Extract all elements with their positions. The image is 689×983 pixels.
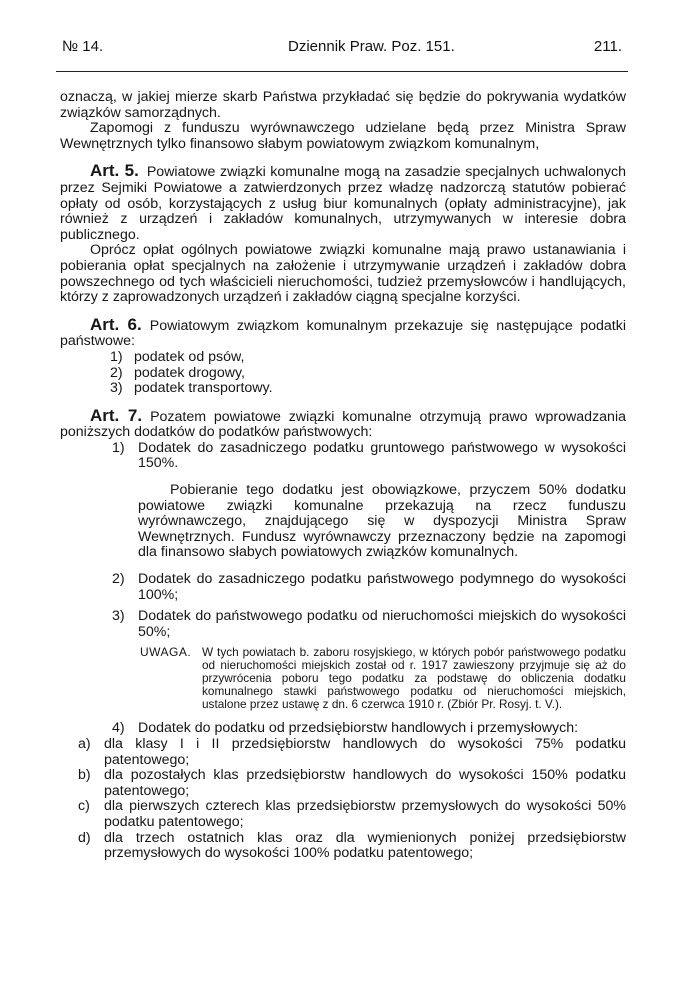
journal-title: Dziennik Praw. Poz. 151. <box>288 38 455 55</box>
document-body <box>60 90 626 862</box>
article-label: Art. 5. <box>90 161 139 181</box>
item-note: Pobieranie tego dodatku jest obowiązkowe, przyczem 50% dodatku powiatowe związki komunalne przekazują na rzecz funduszu wyrównawczego, znajdującego się w dyspozycji Ministra Spraw Wewnętrznych. Fundusz wyrównawczy przeznaczony będzie na zapomogi dla finansowo słabych powiatowych związków komunalnych. <box>138 482 626 561</box>
sub-list-item: a) dla klasy I i II przedsiębiorstw handlowych do wysokości 75% podatku patentowego; <box>78 735 626 768</box>
article-label: Art. 6. <box>90 314 142 334</box>
list-item: 1) podatek od psów, <box>110 348 245 365</box>
article-label: Art. 7. <box>90 405 143 425</box>
list-item: 1) Dodatek do zasadniczego podatku gruntowego państwowego w wysokości 150%. <box>112 439 626 472</box>
page-number: 211. <box>593 38 622 55</box>
header-rule <box>56 71 628 72</box>
uwaga-note <box>140 646 626 710</box>
running-header <box>56 38 628 60</box>
article-5 <box>60 163 626 243</box>
article-text: Powiatowym związkom komunalnym przekazuje się następujące podatki państwowe: <box>60 317 626 350</box>
article-text: Powiatowe związki komunalne mogą na zasadzie specjalnych uchwalonych przez Sejmiki Powiatowe a zatwierdzonych przez władzę nadzorczą statutów pobierać opłaty od osób, korzystających z usług biur komunalnych (opłaty administracyjne), jak również z urządzeń i zakładów komunalnych, utrzymywanych w interesie dobra publicznego. <box>60 164 626 243</box>
article-paragraph: Oprócz opłat ogólnych powiatowe związki komunalne mają prawo ustanawiania i pobierania opłat specjalnych na założenie i utrzymywanie urządzeń i zakładów dobra powszechnego od tych właścicieli nieruchomości, tudzież przemysłowców i handlujących, którzy z zaprowadzonych urządzeń i zakładów ciągną specjalne korzyści. <box>60 242 626 306</box>
list-item: 4) Dodatek do podatku od przedsiębiorstw handlowych i przemysłowych: <box>112 720 579 737</box>
article-7 <box>60 405 626 441</box>
list-item: 3) podatek transportowy. <box>110 380 273 397</box>
uwaga-text: W tych powiatach b. zaboru rosyjskiego, w których pobór państwowego podatku od nieruchomości miejskich został od r. 1917 zawieszony przyjmuje się aż do przywrócenia poboru tego podatku za podstawę do obliczenia dodatku komunalnego stawki państwowego podatku od nieruchomości miejskich, ustalone przez ustawę z dn. 6 czerwca 1910 r. (Zbiór Pr. Rosyj. t. V.). <box>202 645 626 711</box>
issue-number: № 14. <box>62 38 104 55</box>
sub-list-item: c) dla pierwszych czterech klas przedsiębiorstw przemysłowych do wysokości 50% podatku patentowego; <box>78 798 626 830</box>
intro-paragraph: Zapomogi z funduszu wyrównawczego udzielane będą przez Ministra Spraw Wewnętrznych tylko finansowo słabym powiatowym związkom komunalnym, <box>60 120 626 152</box>
sub-list-item: d) dla trzech ostatnich klas oraz dla wymienionych poniżej przedsiębiorstw przemysłowych do wysokości 100% podatku patentowego; <box>78 829 626 862</box>
list-item: 3) Dodatek do państwowego podatku od nieruchomości miejskich do wysokości 50%; <box>112 608 626 640</box>
article-text: Pozatem powiatowe związki komunalne otrzymują prawo wprowadzania poniższych dodatków do podatków państwowych: <box>60 408 626 441</box>
article-6 <box>60 314 626 350</box>
list-item: 2) Dodatek do zasadniczego podatku państwowego podymnego do wysokości 100%; <box>112 571 626 603</box>
list-item: 2) podatek drogowy, <box>110 364 245 381</box>
intro-paragraph: oznaczą, w jakiej mierze skarb Państwa przykładać się będzie do pokrywania wydatków związków samorządnych. <box>60 89 626 121</box>
uwaga-label: UWAGA. <box>140 645 192 660</box>
sub-list-item: b) dla pozostałych klas przedsiębiorstw handlowych do wysokości 150% podatku patentowego; <box>78 767 626 799</box>
